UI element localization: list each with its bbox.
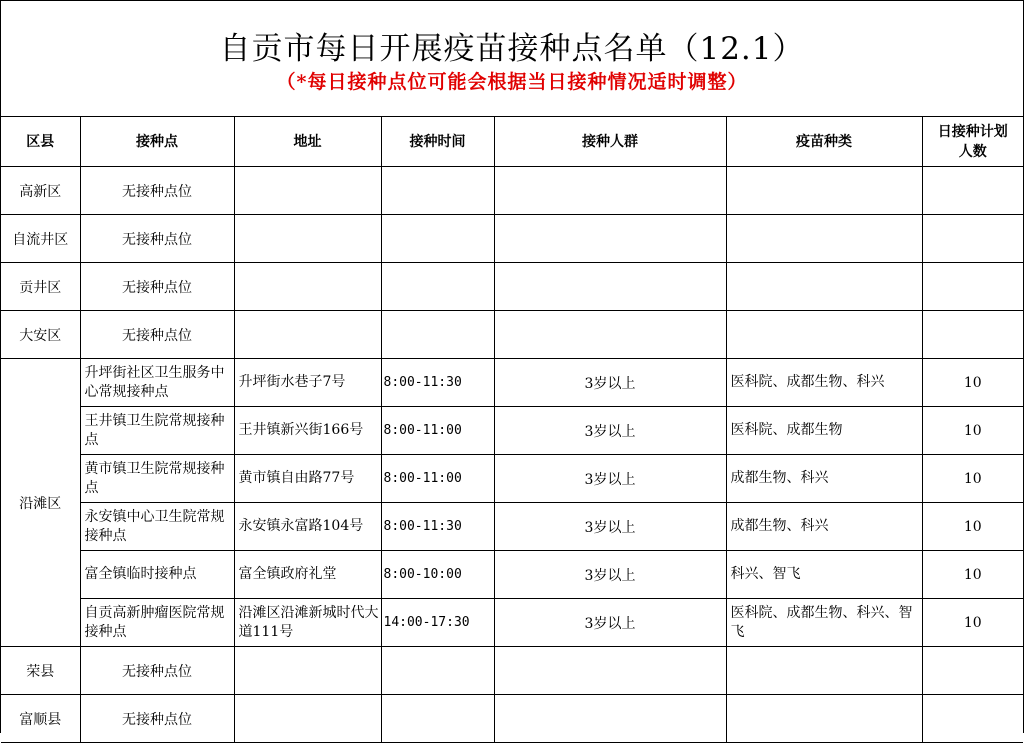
header-time: 接种时间 bbox=[381, 116, 494, 167]
site-cell: 永安镇中心卫生院常规接种点 bbox=[80, 503, 234, 551]
table-row bbox=[1, 311, 1023, 359]
table-row bbox=[1, 503, 1023, 551]
group-cell: 3岁以上 bbox=[494, 503, 726, 551]
group-cell: 3岁以上 bbox=[494, 551, 726, 599]
address-cell: 升坪街水巷子7号 bbox=[234, 359, 381, 407]
page-title: 自贡市每日开展疫苗接种点名单（12.1） bbox=[219, 31, 805, 67]
table-row bbox=[1, 695, 1023, 743]
table-row bbox=[1, 167, 1023, 215]
address-cell: 富全镇政府礼堂 bbox=[234, 551, 381, 599]
site-cell: 自贡高新肿瘤医院常规接种点 bbox=[80, 599, 234, 647]
header-vaccine: 疫苗种类 bbox=[726, 116, 922, 167]
plan-cell: 10 bbox=[922, 551, 1023, 599]
page-subtitle: （*每日接种点位可能会根据当日接种情况适时调整） bbox=[276, 71, 748, 93]
plan-cell: 10 bbox=[922, 359, 1023, 407]
time-cell: 14:00-17:30 bbox=[381, 599, 494, 647]
vaccine-cell: 成都生物、科兴 bbox=[726, 455, 922, 503]
site-cell: 无接种点位 bbox=[80, 263, 234, 311]
vaccination-sites-table bbox=[1, 116, 1023, 743]
site-cell: 黄市镇卫生院常规接种点 bbox=[80, 455, 234, 503]
table-row bbox=[1, 455, 1023, 503]
group-cell: 3岁以上 bbox=[494, 455, 726, 503]
district-cell: 富顺县 bbox=[1, 695, 80, 743]
table-row bbox=[1, 599, 1023, 647]
vaccine-cell: 医科院、成都生物、科兴 bbox=[726, 359, 922, 407]
vaccine-cell: 医科院、成都生物、科兴、智飞 bbox=[726, 599, 922, 647]
address-cell: 王井镇新兴街166号 bbox=[234, 407, 381, 455]
plan-cell: 10 bbox=[922, 455, 1023, 503]
site-cell: 无接种点位 bbox=[80, 647, 234, 695]
header-plan bbox=[922, 116, 1023, 167]
site-cell: 无接种点位 bbox=[80, 215, 234, 263]
address-cell: 黄市镇自由路77号 bbox=[234, 455, 381, 503]
table-row bbox=[1, 407, 1023, 455]
district-cell: 大安区 bbox=[1, 311, 80, 359]
time-cell: 8:00-10:00 bbox=[381, 551, 494, 599]
group-cell: 3岁以上 bbox=[494, 599, 726, 647]
time-cell: 8:00-11:30 bbox=[381, 359, 494, 407]
site-cell: 升坪街社区卫生服务中心常规接种点 bbox=[80, 359, 234, 407]
district-cell: 高新区 bbox=[1, 167, 80, 215]
vaccine-cell: 成都生物、科兴 bbox=[726, 503, 922, 551]
header-plan-line1: 日接种计划 bbox=[937, 124, 1008, 140]
district-cell: 沿滩区 bbox=[1, 359, 80, 647]
time-cell: 8:00-11:00 bbox=[381, 455, 494, 503]
site-cell: 王井镇卫生院常规接种点 bbox=[80, 407, 234, 455]
site-cell: 富全镇临时接种点 bbox=[80, 551, 234, 599]
district-cell: 自流井区 bbox=[1, 215, 80, 263]
plan-cell: 10 bbox=[922, 599, 1023, 647]
header-row bbox=[1, 116, 1023, 167]
site-cell: 无接种点位 bbox=[80, 311, 234, 359]
site-cell: 无接种点位 bbox=[80, 695, 234, 743]
time-cell: 8:00-11:00 bbox=[381, 407, 494, 455]
header-plan-line2: 人数 bbox=[958, 144, 987, 160]
header-district: 区县 bbox=[1, 116, 80, 167]
group-cell: 3岁以上 bbox=[494, 407, 726, 455]
time-cell: 8:00-11:30 bbox=[381, 503, 494, 551]
header-group: 接种人群 bbox=[494, 116, 726, 167]
plan-cell: 10 bbox=[922, 503, 1023, 551]
site-cell: 无接种点位 bbox=[80, 167, 234, 215]
address-cell: 沿滩区沿滩新城时代大道111号 bbox=[234, 599, 381, 647]
vaccine-cell: 科兴、智飞 bbox=[726, 551, 922, 599]
group-cell: 3岁以上 bbox=[494, 359, 726, 407]
table-row bbox=[1, 263, 1023, 311]
district-cell: 荣县 bbox=[1, 647, 80, 695]
header-site: 接种点 bbox=[80, 116, 234, 167]
vaccine-cell: 医科院、成都生物 bbox=[726, 407, 922, 455]
table-row bbox=[1, 647, 1023, 695]
table-row bbox=[1, 359, 1023, 407]
table-row bbox=[1, 215, 1023, 263]
district-cell: 贡井区 bbox=[1, 263, 80, 311]
address-cell: 永安镇永富路104号 bbox=[234, 503, 381, 551]
table-row bbox=[1, 551, 1023, 599]
title-block bbox=[1, 1, 1023, 117]
plan-cell: 10 bbox=[922, 407, 1023, 455]
header-address: 地址 bbox=[234, 116, 381, 167]
